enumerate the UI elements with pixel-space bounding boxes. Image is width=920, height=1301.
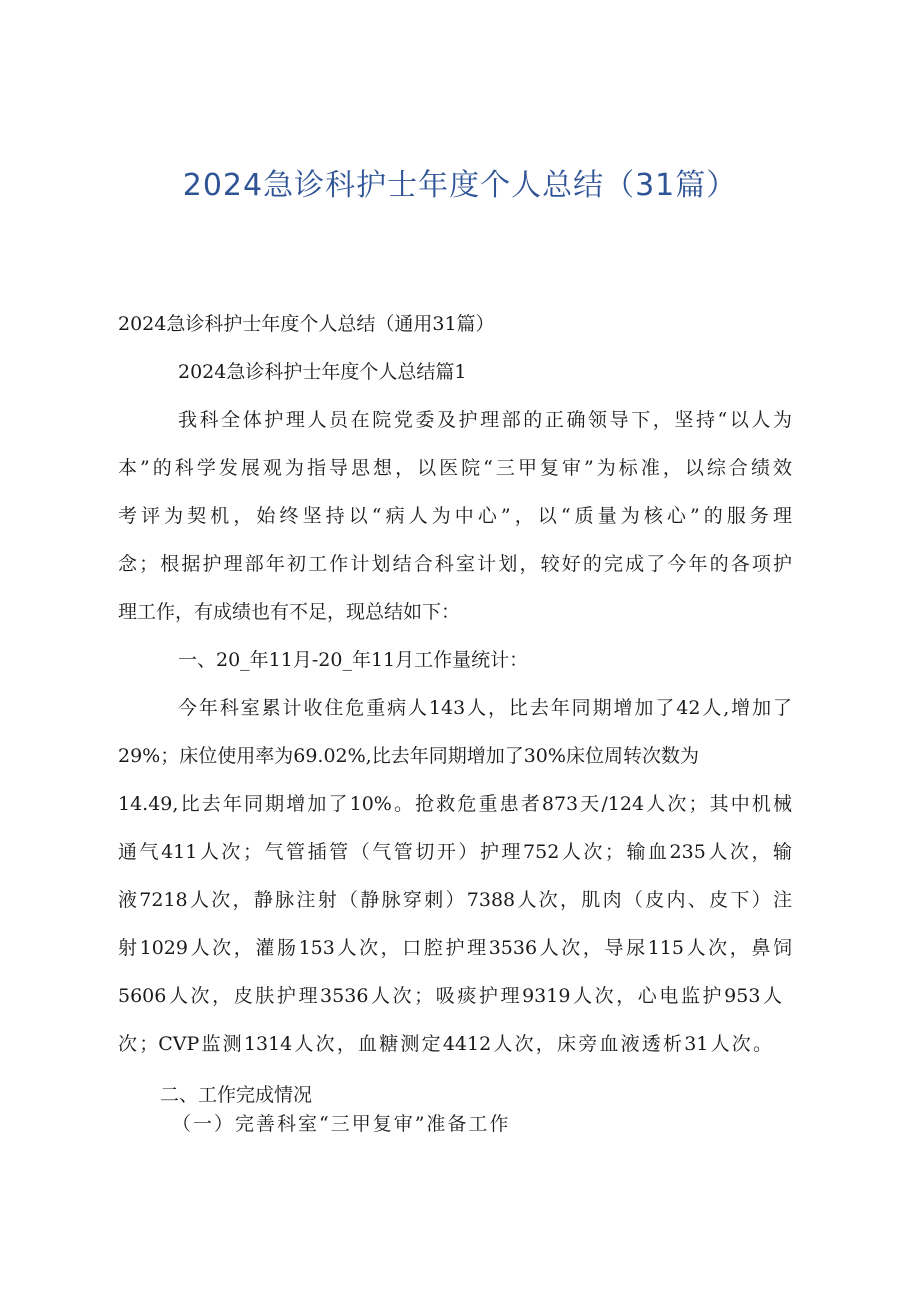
section-heading: 2024急诊科护士年度个人总结篇1: [178, 361, 467, 383]
document-subtitle: 2024急诊科护士年度个人总结（通用31篇）: [118, 313, 495, 335]
heading-workload: 一、20_年11月-20_年11月工作量统计：: [178, 649, 529, 671]
paragraph-line: 射1029人次，灌肠153人次，口腔护理3536人次，导尿115人次，鼻饲: [118, 937, 792, 959]
paragraph-line: 14.49,比去年同期增加了10%。抢救危重患者873天/124人次；其中机械: [118, 793, 792, 815]
paragraph-line: 念；根据护理部年初工作计划结合科室计划，较好的完成了今年的各项护: [118, 553, 792, 575]
paragraph-line: 我科全体护理人员在院党委及护理部的正确领导下，坚持“以人为: [178, 409, 792, 431]
paragraph-line: 理工作，有成绩也有不足，现总结如下：: [118, 601, 461, 623]
document-title: 2024急诊科护士年度个人总结（31篇）: [182, 168, 738, 203]
paragraph-line: 液7218人次，静脉注射（静脉穿刺）7388人次，肌肉（皮内、皮下）注: [118, 889, 792, 911]
heading-work-completion: 二、工作完成情况: [160, 1084, 313, 1106]
paragraph-line: 次；CVP监测1314人次，血糖测定4412人次，床旁血液透析31人次。: [118, 1033, 772, 1055]
paragraph-line: 本”的科学发展观为指导思想，以医院“三甲复审”为标准，以综合绩效: [118, 457, 792, 479]
paragraph-line: 5606人次，皮肤护理3536人次；吸痰护理9319人次，心电监护953人: [118, 985, 782, 1007]
paragraph-line: 考评为契机，始终坚持以“病人为中心”，以“质量为核心”的服务理: [118, 505, 792, 527]
paragraph-line: 今年科室累计收住危重病人143人，比去年同期增加了42人,增加了: [178, 697, 792, 719]
paragraph-line: 29%；床位使用率为69.02%,比去年同期增加了30%床位周转次数为: [118, 745, 699, 767]
paragraph-line: 通气411人次；气管插管（气管切开）护理752人次；输血235人次，输: [118, 841, 792, 863]
heading-subsection: （一）完善科室“三甲复审”准备工作: [172, 1113, 511, 1135]
